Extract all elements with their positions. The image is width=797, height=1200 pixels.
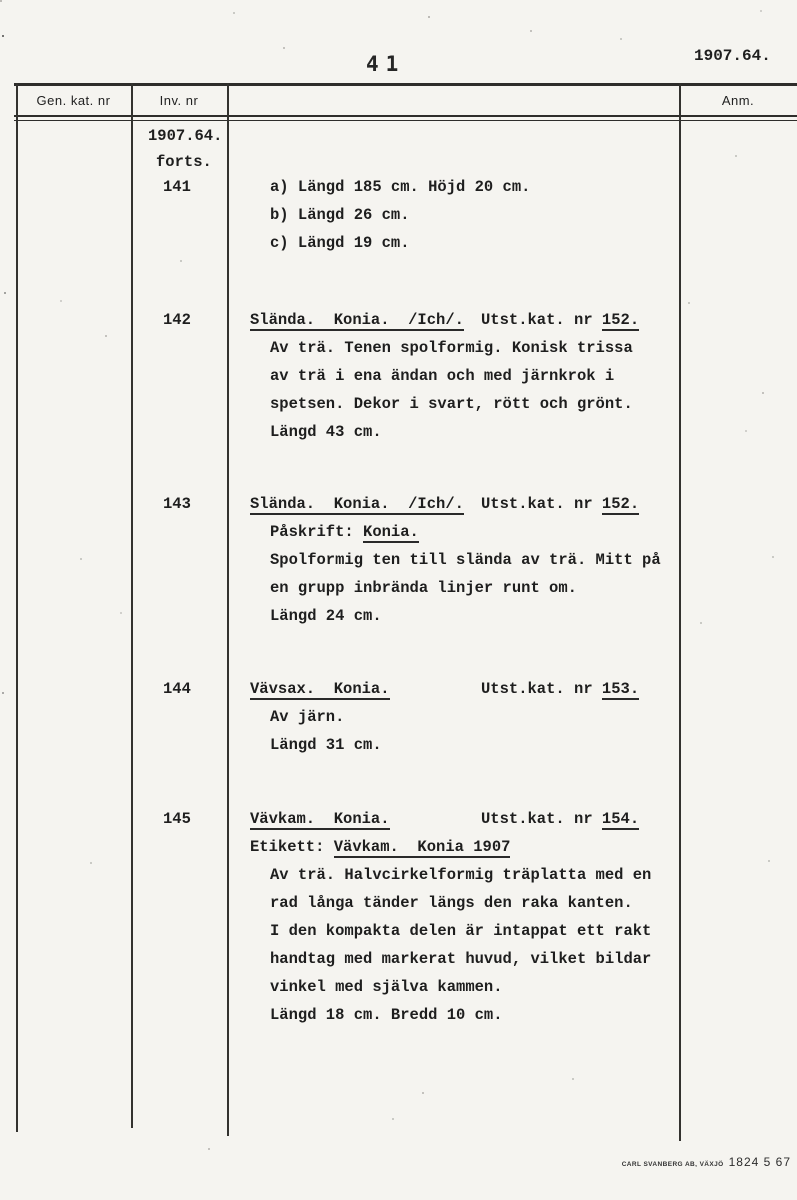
entry-line: Av trä. Halvcirkelformig träplatta med en [270, 866, 652, 884]
printer-name: CARL SVANBERG AB, VÄXJÖ [621, 1161, 724, 1168]
entry-line: Längd 24 cm. [270, 607, 382, 625]
column-divider-anm [679, 83, 681, 1141]
entry-inv-nr: 144 [163, 680, 191, 698]
page-number: 41 [366, 52, 406, 76]
entry-line: Av järn. [270, 708, 345, 726]
entry-title: Vävsax. Konia. [250, 680, 390, 698]
entry-line: en grupp inbrända linjer runt om. [270, 579, 577, 597]
entry-line: Längd 31 cm. [270, 736, 382, 754]
entry-line: av trä i ena ändan och med järnkrok i [270, 367, 615, 385]
entry-line: c) Längd 19 cm. [270, 234, 410, 252]
entry-line: b) Längd 26 cm. [270, 206, 410, 224]
entry-inv-nr: 145 [163, 810, 191, 828]
entry-inv-nr: 143 [163, 495, 191, 513]
table-left-border [16, 83, 18, 1132]
entry-exhibit-ref: Utst.kat. nr 152. [481, 495, 640, 513]
entry-line: Längd 18 cm. Bredd 10 cm. [270, 1006, 503, 1024]
entry-line: spetsen. Dekor i svart, rött och grönt. [270, 395, 633, 413]
entry-inv-nr: 142 [163, 311, 191, 329]
continuation-ref: 1907.64. [148, 127, 223, 145]
column-header-anm: Anm. [721, 93, 755, 108]
entry-exhibit-ref: Utst.kat. nr 152. [481, 311, 640, 329]
catalog-year-ref: 1907.64. [694, 47, 771, 65]
column-divider-genkat [131, 83, 133, 1128]
entry-inv-nr: 141 [163, 178, 191, 196]
entry-line: rad långa tänder längs den raka kanten. [270, 894, 633, 912]
column-header-gen-kat-nr: Gen. kat. nr [36, 93, 111, 108]
entry-title: Slända. Konia. /Ich/. [250, 311, 464, 329]
scan-speckles [0, 0, 2, 2]
entry-line: Påskrift: Konia. [270, 523, 419, 541]
entry-line: Av trä. Tenen spolformig. Konisk trissa [270, 339, 633, 357]
entry-line: Längd 43 cm. [270, 423, 382, 441]
printer-code: 1824 5 67 [728, 1155, 791, 1169]
entry-line: a) Längd 185 cm. Höjd 20 cm. [270, 178, 531, 196]
column-header-inv-nr: Inv. nr [159, 93, 199, 108]
entry-exhibit-ref: Utst.kat. nr 153. [481, 680, 640, 698]
entry-exhibit-ref: Utst.kat. nr 154. [481, 810, 640, 828]
entry-line: vinkel med själva kammen. [270, 978, 503, 996]
entry-title: Vävkam. Konia. [250, 810, 390, 828]
entry-title: Slända. Konia. /Ich/. [250, 495, 464, 513]
printer-mark [622, 1155, 791, 1169]
entry-line: Spolformig ten till slända av trä. Mitt på [270, 551, 661, 569]
entry-line: Etikett: Vävkam. Konia 1907 [250, 838, 511, 856]
entry-line: I den kompakta delen är intappat ett rakt [270, 922, 652, 940]
continuation-label: forts. [156, 153, 212, 171]
entry-line: handtag med markerat huvud, vilket bildar [270, 950, 652, 968]
column-divider-invnr [227, 83, 229, 1136]
